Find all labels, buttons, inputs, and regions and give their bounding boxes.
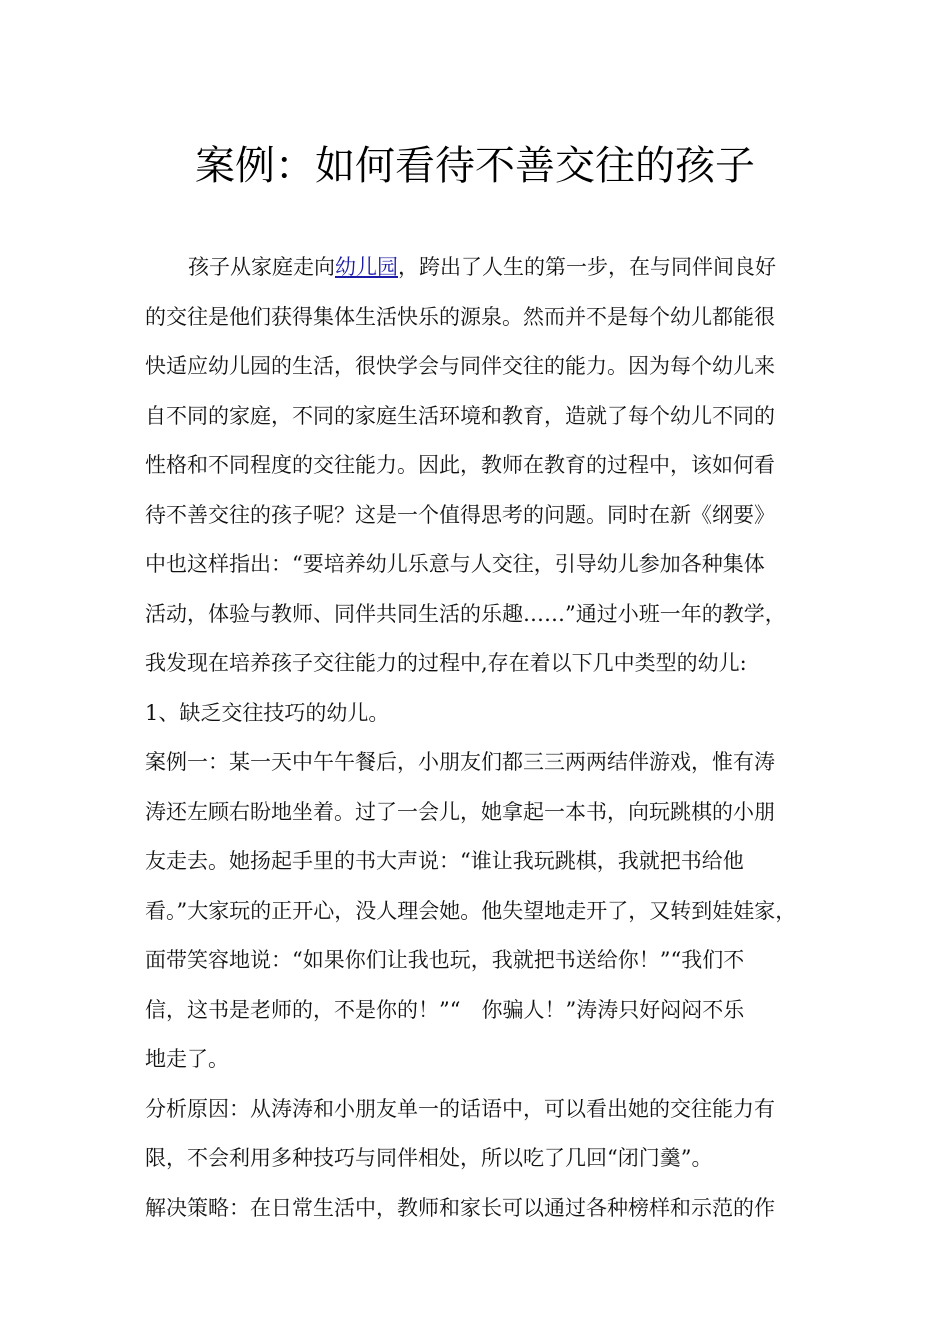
paragraph-line: 自不同的家庭，不同的家庭生活环境和教育，造就了每个幼儿不同的	[145, 403, 775, 428]
page-title: 案例：如何看待不善交往的孩子	[195, 143, 755, 189]
paragraph-line: 的交往是他们获得集体生活快乐的源泉。然而并不是每个幼儿都能很	[145, 304, 775, 329]
paragraph-line: 性格和不同程度的交往能力。因此，教师在教育的过程中，该如何看	[145, 453, 775, 477]
paragraph-line: 看。”大家玩的正开心，没人理会她。他失望地走开了，又转到娃娃家，	[145, 898, 797, 923]
intro-text-end: ，跨出了人生的第一步，在与同伴间良好	[398, 255, 776, 279]
paragraph-line: 我发现在培养孩子交往能力的过程中,存在着以下几中类型的幼儿:	[145, 651, 747, 675]
section-heading: 1、缺乏交往技巧的幼儿。	[145, 700, 390, 725]
paragraph-line: 快适应幼儿园的生活，很快学会与同伴交往的能力。因为每个幼儿来	[145, 354, 775, 378]
paragraph-line: 面带笑容地说：“如果你们让我也玩，我就把书送给你！”“我们不	[145, 948, 745, 972]
paragraph-line	[145, 243, 825, 293]
paragraph-line: 友走去。她扬起手里的书大声说：“谁让我玩跳棋，我就把书给他	[145, 849, 744, 873]
paragraph-line: 待不善交往的孩子呢？这是一个值得思考的问题。同时在新《纲要》	[145, 502, 775, 527]
paragraph-line: 案例一：某一天中午午餐后，小朋友们都三三两两结伴游戏，惟有涛	[145, 750, 775, 774]
paragraph-line: 活动，体验与教师、同伴共同生活的乐趣……”通过小班一年的教学，	[145, 601, 786, 626]
paragraph-line: 涛还左顾右盼地坐着。过了一会儿，她拿起一本书，向玩跳棋的小朋	[145, 799, 775, 824]
paragraph-line: 中也这样指出：“要培养幼儿乐意与人交往，引导幼儿参加各种集体	[145, 552, 765, 576]
paragraph-line: 地走了。	[145, 1047, 229, 1071]
paragraph-line: 分析原因：从涛涛和小朋友单一的话语中，可以看出她的交往能力有	[145, 1096, 775, 1121]
paragraph-line: 解决策略：在日常生活中，教师和家长可以通过各种榜样和示范的作	[145, 1195, 775, 1220]
document-body	[145, 243, 825, 1233]
paragraph-line: 信，这书是老师的，不是你的！”“ 你骗人！”涛涛只好闷闷不乐	[145, 997, 745, 1022]
kindergarten-link[interactable]: 幼儿园	[335, 255, 398, 279]
paragraph-line: 限，不会利用多种技巧与同伴相处，所以吃了几回“闭门羹”。	[145, 1146, 713, 1170]
intro-text-start: 孩子从家庭走向	[188, 255, 335, 279]
